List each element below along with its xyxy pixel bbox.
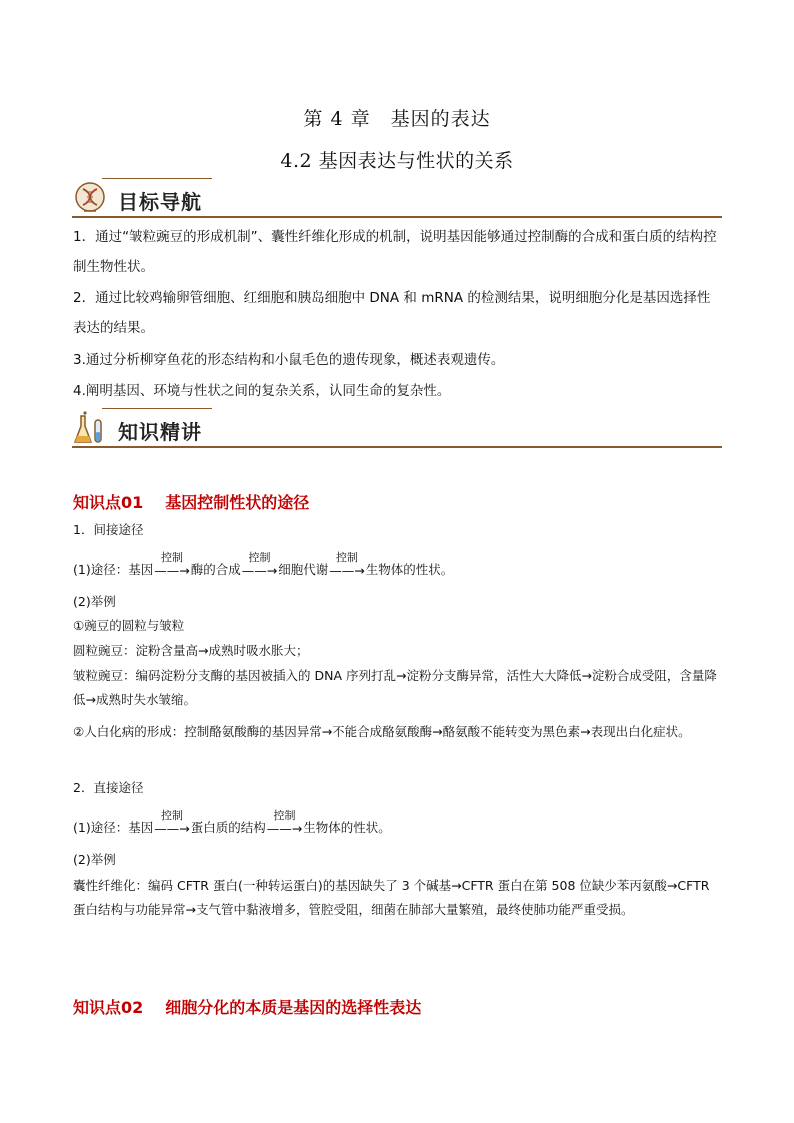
banner-top-rule [102,408,212,409]
goal-item-3: 3.通过分析柳穿鱼花的形态结构和小鼠毛色的遗传现象，概述表观遗传。 [73,352,505,368]
arrow: ——→ [241,563,278,578]
indirect-heading: 1．间接途径 [73,522,144,537]
kp1-number: 知识点01 [73,493,144,512]
control-label: 控制 [160,551,183,564]
arrow: ——→ [266,821,303,836]
control-arrow [242,552,277,578]
pathway-prefix: (1)途径：基因 [73,562,154,577]
pathway-prefix: (1)途径：基因 [73,820,154,835]
round-pea-text: 圆粒豌豆：淀粉含量高→成熟时吸水胀大； [73,643,309,658]
knowledge-banner-label: 知识精讲 [118,420,202,444]
pathway-step: 酶的合成 [190,562,241,577]
banner-bottom-rule [72,216,722,218]
goals-banner [72,178,722,218]
kp1-heading [73,490,309,513]
chapter-title: 第 4 章 基因的表达 [303,108,491,130]
control-arrow [267,810,302,836]
arrow: ——→ [154,821,190,836]
banner-bottom-rule [72,446,722,448]
control-arrow [154,810,189,836]
flask-icon [72,410,108,446]
direct-pathway [73,806,391,836]
dna-head-icon [72,180,108,216]
pathway-step: 细胞代谢 [278,562,329,577]
arrow: ——→ [329,563,365,578]
control-label: 控制 [160,809,183,822]
direct-heading: 2．直接途径 [73,780,144,795]
goals-banner-label: 目标导航 [118,190,202,214]
kp2-number: 知识点02 [73,998,144,1017]
pathway-step: 蛋白质的结构 [190,820,266,835]
kp1-title: 基因控制性状的途径 [165,493,310,512]
banner-top-rule [102,178,212,179]
kp2-title: 细胞分化的本质是基因的选择性表达 [165,998,422,1017]
knowledge-banner [72,408,722,448]
goal-item-2: 2．通过比较鸡输卵管细胞、红细胞和胰岛细胞中 DNA 和 mRNA 的检测结果，说明细胞分化是基因选择性表达的结果。 [73,290,711,336]
control-label: 控制 [248,551,271,564]
goal-item-4: 4.阐明基因、环境与性状之间的复杂关系，认同生命的复杂性。 [73,383,451,399]
example-heading: (2)举例 [73,594,116,609]
control-label: 控制 [273,809,296,822]
control-label: 控制 [335,551,358,564]
wrinkled-pea-text: 皱粒豌豆：编码淀粉分支酶的基因被插入的 DNA 序列打乱→淀粉分支酶异常，活性大大降低→淀粉合成受阻，含量降低→成熟时失水皱缩。 [73,668,717,707]
goal-item-1: 1．通过“皱粒豌豆的形成机制”、囊性纤维化形成的机制，说明基因能够通过控制酶的合成和蛋白质的结构控制生物性状。 [73,229,717,275]
control-arrow [329,552,364,578]
example2-heading: (2)举例 [73,852,116,867]
albinism-text: ②人白化病的形成：控制酪氨酸酶的基因异常→不能合成酪氨酸酶→酪氨酸不能转变为黑色素→表现出白化症状。 [73,724,691,739]
kp2-heading [73,995,421,1018]
section-title: 4.2 基因表达与性状的关系 [280,150,514,172]
pathway-step: 生物体的性状。 [365,562,454,577]
pathway-step: 生物体的性状。 [303,820,391,835]
indirect-pathway [73,548,453,578]
arrow: ——→ [154,563,190,578]
cystic-fibrosis-text: 囊性纤维化：编码 CFTR 蛋白(一种转运蛋白)的基因缺失了 3 个碱基→CFTR 蛋白在第 508 位缺少苯丙氨酸→CFTR 蛋白结构与功能异常→支气管中黏液增多，管腔受阻，细菌在肺部大量繁殖，最终使肺功能严重受损。 [73,878,710,917]
pea-heading: ①豌豆的圆粒与皱粒 [73,618,185,633]
control-arrow [154,552,189,578]
